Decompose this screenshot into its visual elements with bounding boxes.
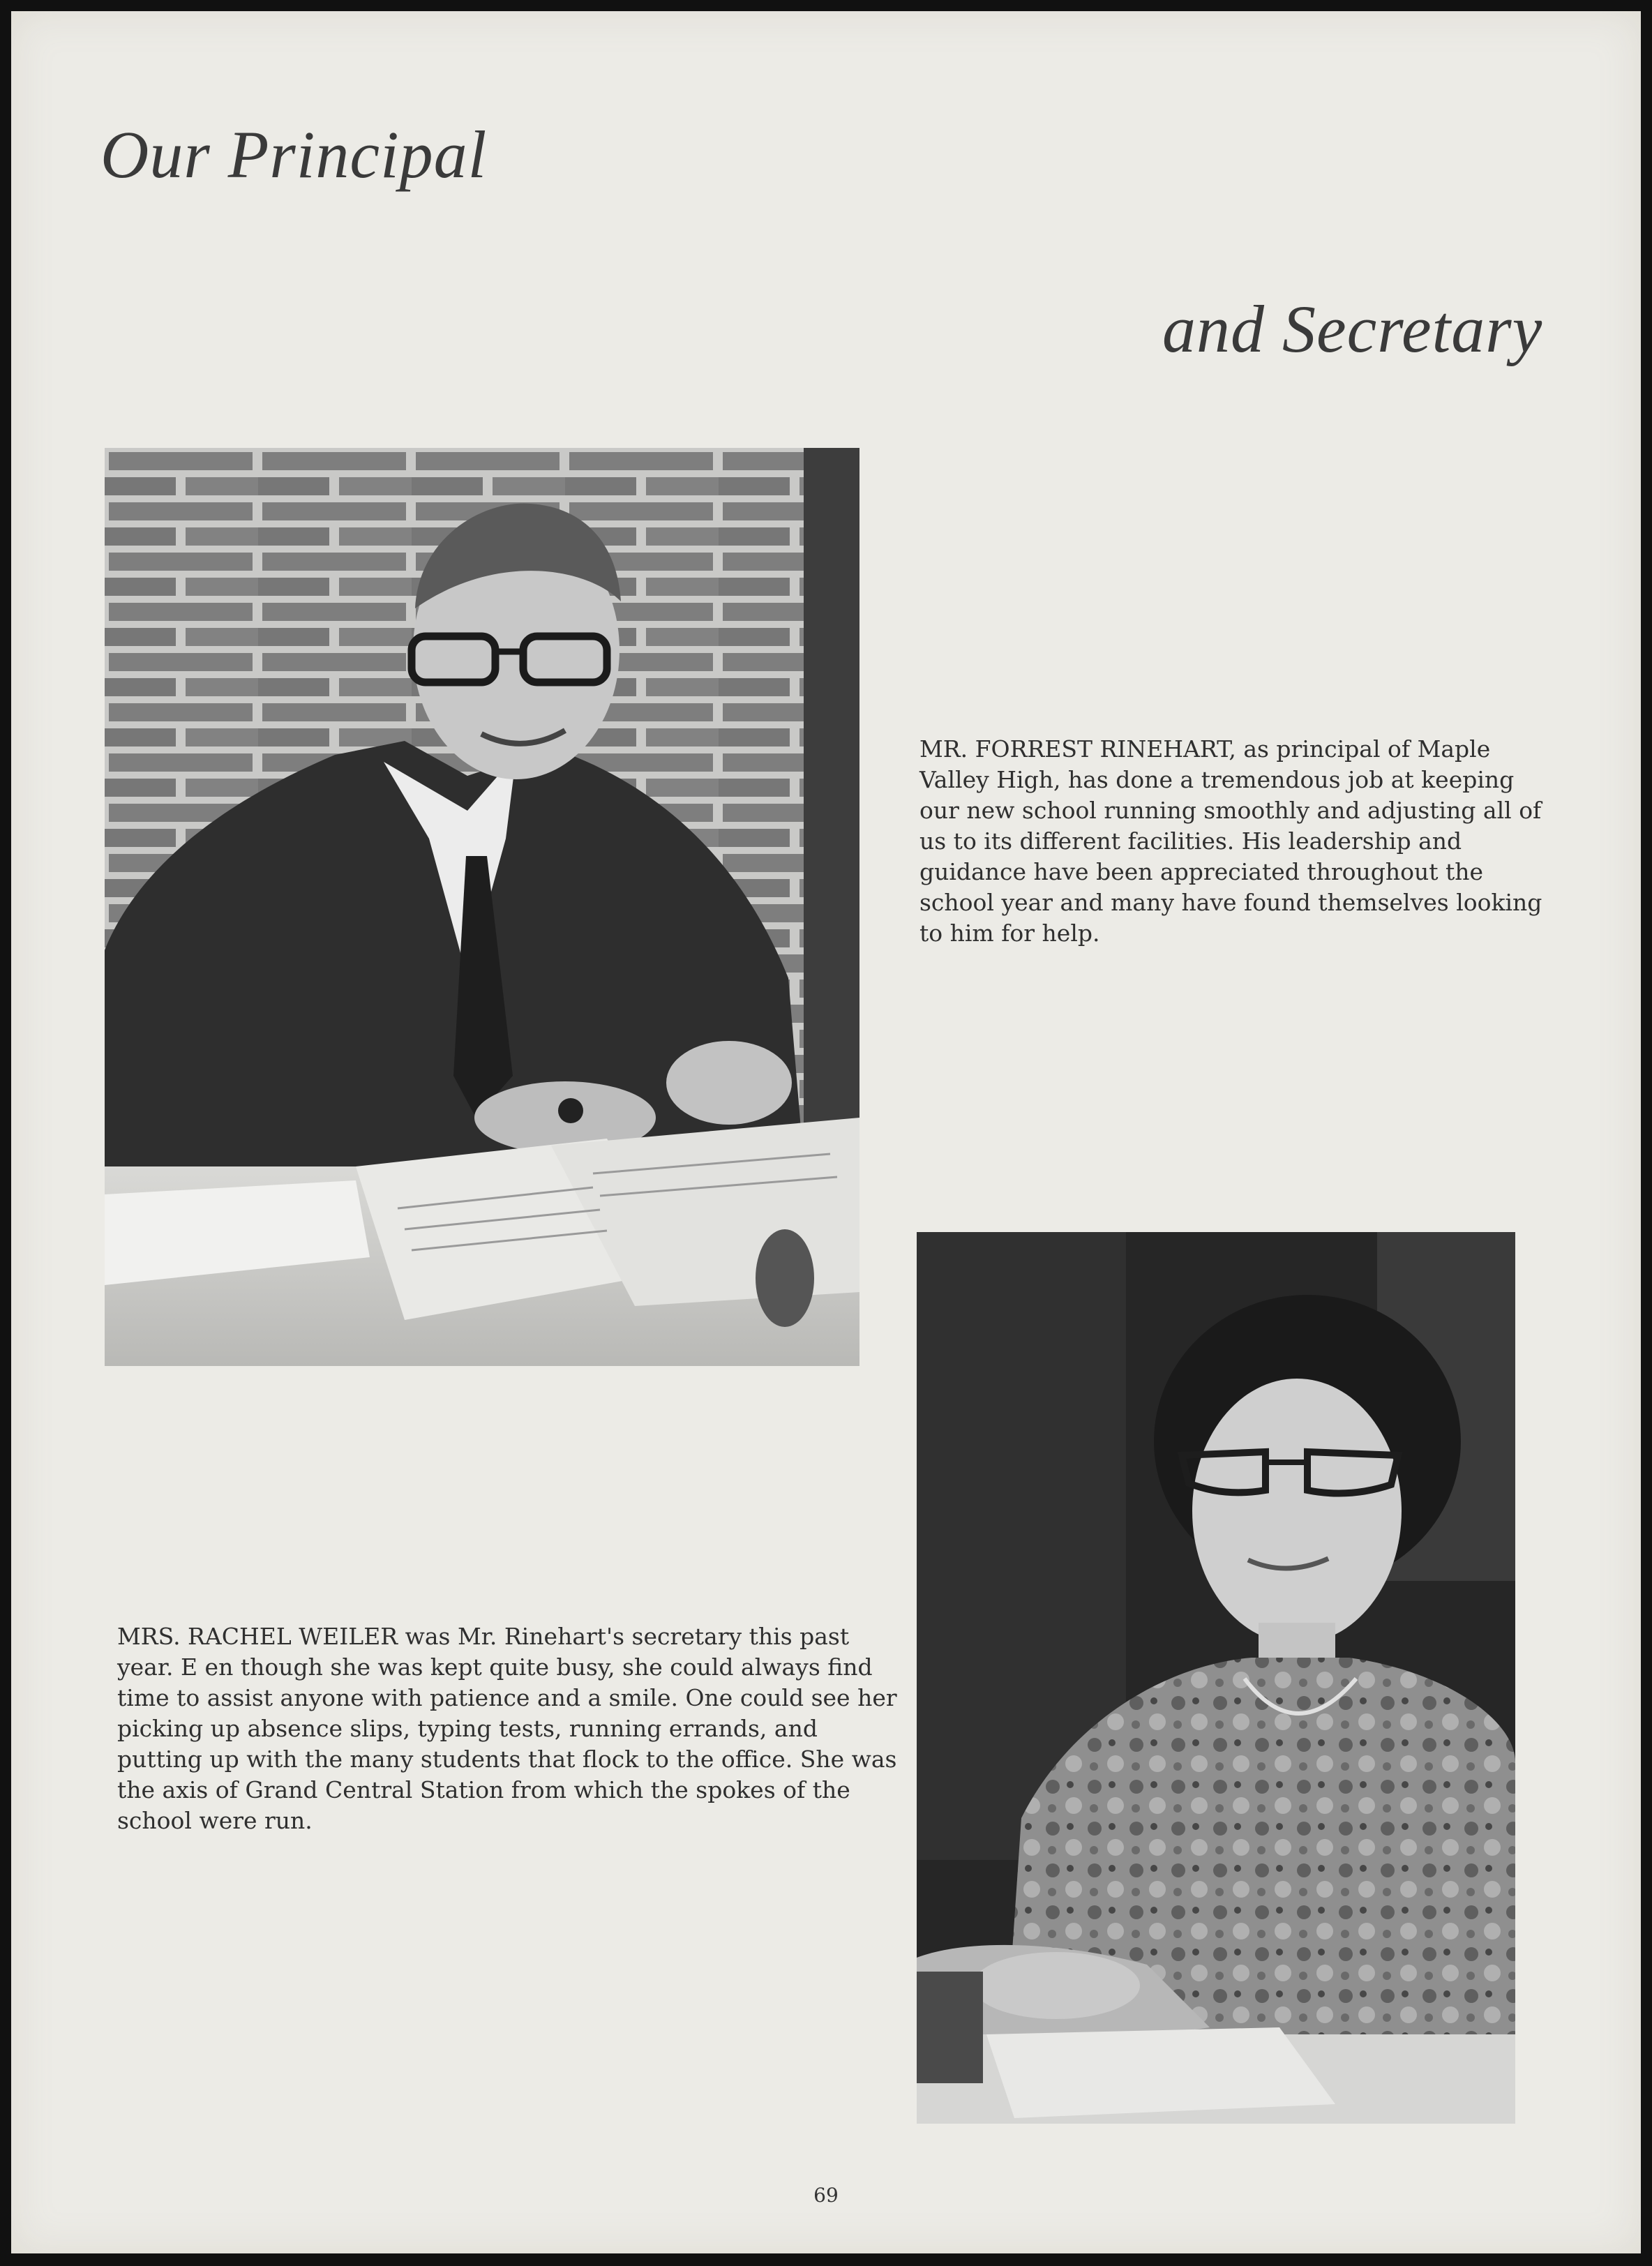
yearbook-page — [11, 11, 1641, 2253]
principal-photo — [105, 448, 859, 1366]
secretary-caption: MRS. RACHEL WEILER was Mr. Rinehart's secretary this past year. E en though she was kept quite busy, she could always find time to assist anyone with patience and a smile. One could see her picking up absence slips, typing tests, running errands, and putting up with the many students that flock to the office. She was the axis of Grand Central Station from which the spokes of the school were run. — [117, 1623, 897, 1834]
page-number: 69 — [813, 2184, 839, 2207]
secretary-photo — [917, 1232, 1515, 2124]
page-title-principal: Our Principal — [100, 117, 488, 192]
principal-caption: MR. FORREST RINEHART, as principal of Maple Valley High, has done a tremendous job at keeping our new school running smoothly and adjusting all of us to its different facilities. His leadership and guidance have been appreciated throughout the school year and many have found themselves looking to him for help. — [919, 735, 1542, 947]
page-title-secretary: and Secretary — [1162, 292, 1543, 366]
